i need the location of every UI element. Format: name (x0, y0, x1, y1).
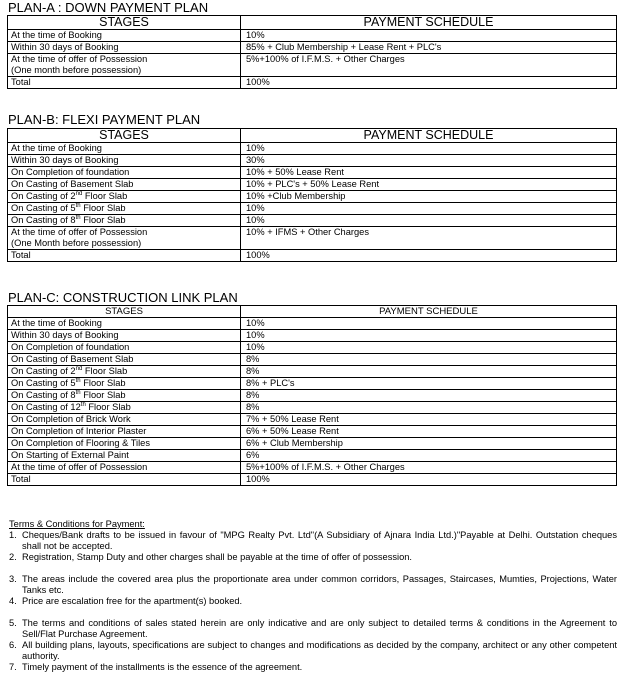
plan-c-title: PLAN-C: CONSTRUCTION LINK PLAN (8, 290, 238, 305)
payment-cell: 100% (241, 77, 617, 89)
table-row (8, 54, 617, 77)
table-row (8, 30, 617, 42)
payment-cell: 8% (241, 366, 617, 378)
table-row (8, 342, 617, 354)
table-row (8, 191, 617, 203)
stage-cell: On Casting of Basement Slab (8, 179, 241, 191)
stage-cell: On Casting of 12th Floor Slab (8, 402, 241, 414)
list-item: 6. All building plans, layouts, specifications are subject to changes and modifications as decided by the company, architect or any other competent authority. (9, 640, 617, 661)
list-item: 1. Cheques/Bank drafts to be issued in favour of "MPG Realty Pvt. Ltd"(A Subsidiary of Ajnara India Ltd.)"Payable at Delhi. Outstation cheques shall not be accepted. (9, 530, 617, 551)
payment-cell: 30% (241, 155, 617, 167)
payment-cell: 8% (241, 354, 617, 366)
table-row (8, 318, 617, 330)
payment-cell: 10% (241, 318, 617, 330)
table-row (8, 474, 617, 486)
stage-cell: Total (8, 250, 241, 262)
list-item: 3. The areas include the covered area plus the proportionate area under common corridors, Passages, Staircases, Mumties, Projections, Water Tanks etc. (9, 574, 617, 595)
payment-column-header: PAYMENT SCHEDULE (241, 16, 617, 30)
payment-cell: 10% +Club Membership (241, 191, 617, 203)
plan-b-table (7, 128, 617, 262)
table-row (8, 77, 617, 89)
stage-cell: On Casting of 5th Floor Slab (8, 378, 241, 390)
plan-a-title: PLAN-A : DOWN PAYMENT PLAN (8, 0, 209, 15)
table-row (8, 438, 617, 450)
payment-column-header: PAYMENT SCHEDULE (241, 306, 617, 318)
table-row (8, 42, 617, 54)
stage-cell: Total (8, 474, 241, 486)
list-item: 5. The terms and conditions of sales stated herein are only indicative and are only subject to detailed terms & conditions in the Agreement to Sell/Flat Purchase Agreement. (9, 618, 617, 639)
table-row (8, 203, 617, 215)
payment-cell: 10% (241, 342, 617, 354)
stage-cell: At the time of offer of Possession (One month before possession) (8, 54, 241, 77)
table-header-row (8, 16, 617, 30)
stage-cell: At the time of Booking (8, 30, 241, 42)
table-row (8, 450, 617, 462)
table-row (8, 179, 617, 191)
table-row (8, 462, 617, 474)
plan-a-table (7, 15, 617, 89)
table-row (8, 390, 617, 402)
stages-column-header: STAGES (8, 16, 241, 30)
stage-cell: On Casting of Basement Slab (8, 354, 241, 366)
stage-cell: Total (8, 77, 241, 89)
table-row (8, 426, 617, 438)
table-header-row (8, 306, 617, 318)
payment-cell: 10% (241, 215, 617, 227)
stage-cell: At the time of Booking (8, 143, 241, 155)
payment-column-header: PAYMENT SCHEDULE (241, 129, 617, 143)
payment-cell: 6% + 50% Lease Rent (241, 426, 617, 438)
payment-cell: 10% (241, 143, 617, 155)
stage-cell: On Starting of External Paint (8, 450, 241, 462)
table-row (8, 330, 617, 342)
payment-cell: 100% (241, 474, 617, 486)
stage-cell: On Completion of foundation (8, 342, 241, 354)
table-row (8, 167, 617, 179)
plan-c-table (7, 305, 617, 486)
plan-b-title: PLAN-B: FLEXI PAYMENT PLAN (8, 112, 201, 127)
stage-cell: Within 30 days of Booking (8, 42, 241, 54)
stage-cell: Within 30 days of Booking (8, 330, 241, 342)
table-row (8, 227, 617, 250)
payment-cell: 5%+100% of I.F.M.S. + Other Charges (241, 54, 617, 77)
payment-cell: 100% (241, 250, 617, 262)
payment-cell: 8% (241, 402, 617, 414)
table-row (8, 143, 617, 155)
payment-cell: 8% (241, 390, 617, 402)
payment-cell: 10% + PLC's + 50% Lease Rent (241, 179, 617, 191)
payment-cell: 6% + Club Membership (241, 438, 617, 450)
stage-cell: On Casting of 8th Floor Slab (8, 390, 241, 402)
payment-cell: 6% (241, 450, 617, 462)
stage-cell: On Casting of 8th Floor Slab (8, 215, 241, 227)
payment-cell: 7% + 50% Lease Rent (241, 414, 617, 426)
stages-column-header: STAGES (8, 306, 241, 318)
payment-cell: 10% + 50% Lease Rent (241, 167, 617, 179)
table-row (8, 414, 617, 426)
payment-cell: 10% (241, 203, 617, 215)
table-row (8, 366, 617, 378)
list-item: 7. Timely payment of the installments is the essence of the agreement. (9, 662, 303, 672)
terms-heading: Terms & Conditions for Payment: (9, 519, 145, 529)
payment-cell: 85% + Club Membership + Lease Rent + PLC's (241, 42, 617, 54)
table-header-row (8, 129, 617, 143)
stages-column-header: STAGES (8, 129, 241, 143)
table-row (8, 354, 617, 366)
stage-cell: On Completion of Flooring & Tiles (8, 438, 241, 450)
list-item: 2. Registration, Stamp Duty and other charges shall be payable at the time of offer of possession. (9, 552, 413, 562)
table-row (8, 250, 617, 262)
stage-cell: On Casting of 5th Floor Slab (8, 203, 241, 215)
payment-cell: 5%+100% of I.F.M.S. + Other Charges (241, 462, 617, 474)
payment-cell: 10% (241, 30, 617, 42)
terms-and-conditions (9, 519, 617, 673)
stage-cell: On Completion of Brick Work (8, 414, 241, 426)
table-row (8, 378, 617, 390)
stage-cell: On Casting of 2nd Floor Slab (8, 366, 241, 378)
stage-cell: At the time of offer of Possession (8, 462, 241, 474)
stage-cell: At the time of offer of Possession (One Month before possession) (8, 227, 241, 250)
table-row (8, 402, 617, 414)
payment-cell: 8% + PLC's (241, 378, 617, 390)
stage-cell: On Completion of Interior Plaster (8, 426, 241, 438)
stage-cell: On Completion of foundation (8, 167, 241, 179)
stage-cell: Within 30 days of Booking (8, 155, 241, 167)
payment-cell: 10% + IFMS + Other Charges (241, 227, 617, 250)
table-row (8, 215, 617, 227)
stage-cell: At the time of Booking (8, 318, 241, 330)
payment-cell: 10% (241, 330, 617, 342)
table-row (8, 155, 617, 167)
stage-cell: On Casting of 2nd Floor Slab (8, 191, 241, 203)
list-item: 4. Price are escalation free for the apartment(s) booked. (9, 596, 243, 606)
